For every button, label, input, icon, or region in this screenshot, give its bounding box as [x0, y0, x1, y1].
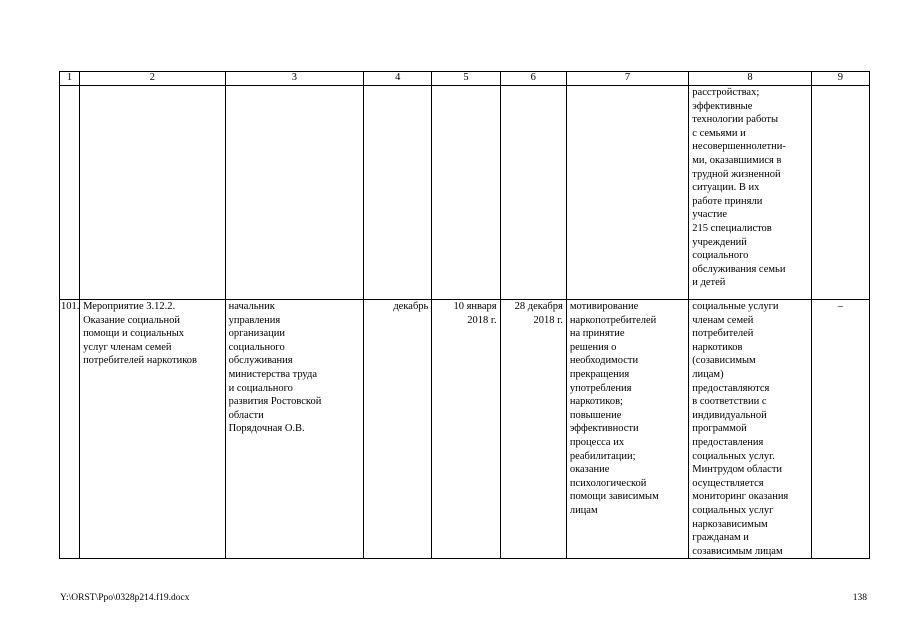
header-cell: 6	[500, 72, 566, 86]
cell-line: социальных услуг.	[692, 450, 775, 462]
cell-line: 2018 г.	[533, 314, 563, 326]
table-cell	[566, 86, 688, 300]
cell-line: управления	[228, 314, 281, 326]
cell-line: учреждений	[692, 236, 747, 248]
notes-cell: –	[811, 300, 869, 559]
cell-line: реабилитации;	[569, 450, 636, 462]
cell-line: предоставления	[692, 436, 764, 448]
cell-line: социального	[692, 250, 749, 262]
cell-line: психологической	[569, 477, 647, 489]
cell-line: работе приняли	[692, 195, 763, 207]
cell-line: помощи и социальных	[83, 328, 185, 340]
table-cell	[811, 86, 869, 300]
header-cell: 3	[225, 72, 364, 86]
header-cell: 9	[811, 72, 869, 86]
responsible-cell	[225, 300, 364, 559]
cell-line: процесса их	[569, 436, 625, 448]
cell-line: осуществляется	[692, 477, 764, 489]
cell-line: обслуживания семьи	[692, 263, 786, 275]
cell-line: программой	[692, 423, 747, 435]
cell-line: и детей	[692, 277, 726, 289]
cell-line: трудной жизненной	[692, 168, 781, 180]
deadline-cell: декабрь	[364, 300, 432, 559]
cell-line: ми, оказавшимися в	[692, 154, 782, 166]
cell-line: Оказание социальной	[83, 314, 180, 326]
cell-line: наркотиков	[692, 341, 743, 353]
cell-line: расстройствах;	[692, 87, 760, 98]
cell-line: употребления	[569, 382, 632, 394]
cell-line: наркотиков;	[569, 396, 623, 408]
cell-line: потребителей	[692, 328, 754, 340]
header-cell: 1	[60, 72, 80, 86]
cell-line: несовершеннолетни-	[692, 141, 786, 153]
cell-line: министерства труда	[228, 368, 318, 380]
cell-line: Порядочная О.В.	[228, 423, 305, 435]
cell-line: оказание	[569, 464, 610, 476]
cell-line: повышение	[569, 409, 622, 421]
cell-line: потребителей наркотиков	[83, 355, 197, 367]
actual-result-cell	[689, 300, 811, 559]
cell-line: социального	[228, 341, 285, 353]
end-date-cell	[500, 300, 566, 559]
cell-line: на принятие	[569, 328, 625, 340]
header-cell: 7	[566, 72, 688, 86]
cell-line: мониторинг оказания	[692, 491, 789, 503]
table-cell	[500, 86, 566, 300]
table-row	[60, 300, 870, 559]
header-cell: 8	[689, 72, 811, 86]
cell-line: помощи зависимым	[569, 491, 659, 503]
header-row	[60, 72, 870, 86]
cell-line: услуг членам семей	[83, 341, 172, 353]
page-number: 138	[852, 593, 867, 603]
cell-line: 10 января	[453, 301, 497, 312]
cell-line: области	[228, 409, 264, 421]
cell-line: предоставляются	[692, 382, 770, 394]
cell-line: членам семей	[692, 314, 754, 326]
cell-line: 28 декабря	[514, 301, 563, 312]
cell-line: наркопотребителей	[569, 314, 657, 326]
cell-line: 2018 г.	[467, 314, 497, 326]
header-cell: 5	[432, 72, 500, 86]
expected-result-cell	[566, 300, 688, 559]
table-cell	[225, 86, 364, 300]
cell-line: необходимости	[569, 355, 639, 367]
cell-line: и социального	[228, 382, 293, 394]
cell-line: участие	[692, 209, 728, 221]
cell-line: созависимым лицам	[692, 545, 783, 557]
cell-line: лицам)	[692, 368, 724, 380]
report-table	[59, 71, 870, 559]
cell-line: социальные услуги	[692, 301, 779, 312]
cell-line: лицам	[569, 504, 598, 516]
header-cell: 2	[80, 72, 226, 86]
cell-line: эффективности	[569, 423, 639, 435]
cell-line: наркозависимым	[692, 518, 768, 530]
cell-line: 215 специалистов	[692, 222, 772, 234]
table-cell	[80, 86, 226, 300]
cell-line: Мероприятие 3.12.2.	[83, 301, 176, 312]
cell-line: Минтрудом области	[692, 464, 783, 476]
start-date-cell	[432, 300, 500, 559]
cell-line: прекращения	[569, 368, 630, 380]
file-path: Y:\ORST\Ppo\0328p214.f19.docx	[60, 593, 190, 603]
cell-line: в соответствии с	[692, 396, 767, 408]
table-cell	[364, 86, 432, 300]
cell-line: развития Ростовской	[228, 396, 322, 408]
table-cell	[60, 86, 80, 300]
cell-line: эффективные	[692, 100, 753, 112]
results-cell	[689, 86, 811, 300]
continuation-row	[60, 86, 870, 300]
cell-line: мотивирование	[569, 301, 639, 312]
cell-line: индивидуальной	[692, 409, 767, 421]
table-cell	[432, 86, 500, 300]
cell-line: (созависимым	[692, 355, 756, 367]
cell-line: обслуживания	[228, 355, 293, 367]
header-cell: 4	[364, 72, 432, 86]
cell-line: с семьями и	[692, 127, 746, 139]
cell-line: решения о	[569, 341, 617, 353]
cell-line: технологии работы	[692, 114, 779, 126]
cell-line: начальник	[228, 301, 275, 312]
cell-line: гражданам и	[692, 532, 749, 544]
cell-line: ситуации. В их	[692, 182, 760, 194]
activity-cell	[80, 300, 226, 559]
cell-line: социальных услуг	[692, 504, 774, 516]
row-number: 101.	[60, 300, 80, 559]
cell-line: организации	[228, 328, 285, 340]
